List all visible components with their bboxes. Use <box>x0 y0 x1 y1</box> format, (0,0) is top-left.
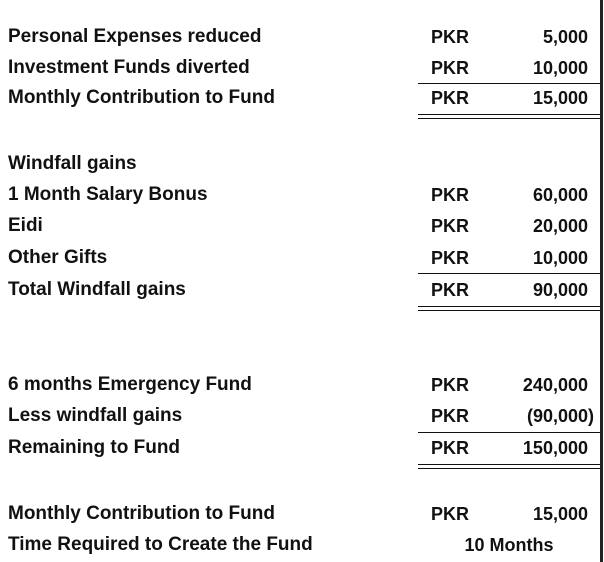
row-amount: 10,000 <box>532 248 588 268</box>
row-currency: PKR <box>431 280 470 300</box>
row-currency: PKR <box>431 504 470 524</box>
row-currency: PKR <box>431 88 470 108</box>
row-monthly-contribution <box>0 84 600 112</box>
total-double-rule <box>418 464 600 469</box>
row-currency: PKR <box>431 216 470 236</box>
row-amount: 150,000 <box>522 438 588 458</box>
row-value: 10 Months <box>464 535 554 555</box>
row-amount: 90,000 <box>532 280 588 300</box>
row-amount: 15,000 <box>532 504 588 524</box>
row-investment-funds <box>0 54 600 82</box>
row-salary-bonus <box>0 181 600 209</box>
row-label: Other Gifts <box>8 247 108 268</box>
row-label: 6 months Emergency Fund <box>8 374 252 395</box>
row-currency: PKR <box>431 27 470 47</box>
row-currency: PKR <box>431 406 470 426</box>
row-time-required <box>0 531 600 559</box>
row-label: 1 Month Salary Bonus <box>8 184 208 205</box>
row-label: Personal Expenses reduced <box>8 26 262 47</box>
row-amount: 240,000 <box>522 375 588 395</box>
row-label: Remaining to Fund <box>8 437 181 458</box>
total-double-rule <box>418 114 600 119</box>
row-total-windfall <box>0 276 600 304</box>
section-header: Windfall gains <box>8 153 137 174</box>
row-amount: 20,000 <box>532 216 588 236</box>
row-currency: PKR <box>431 58 470 78</box>
subtotal-rule <box>418 432 600 433</box>
row-currency: PKR <box>431 375 470 395</box>
row-label: Investment Funds diverted <box>8 57 250 78</box>
row-personal-expenses <box>0 23 600 51</box>
section-header-windfall <box>0 150 600 178</box>
row-label: Less windfall gains <box>8 405 183 426</box>
total-double-rule <box>418 306 600 311</box>
row-label: Eidi <box>8 215 43 236</box>
row-currency: PKR <box>431 248 470 268</box>
row-label: Time Required to Create the Fund <box>8 534 313 555</box>
row-amount: (90,000) <box>526 406 594 426</box>
row-emergency-fund <box>0 371 600 399</box>
row-amount: 60,000 <box>532 185 588 205</box>
row-label: Monthly Contribution to Fund <box>8 87 275 108</box>
row-label: Monthly Contribution to Fund <box>8 503 275 524</box>
row-other-gifts <box>0 244 600 272</box>
row-remaining-to-fund <box>0 434 600 462</box>
row-amount: 5,000 <box>542 27 588 47</box>
row-currency: PKR <box>431 185 470 205</box>
row-label: Total Windfall gains <box>8 279 186 300</box>
row-amount: 15,000 <box>532 88 588 108</box>
row-less-windfall <box>0 402 600 430</box>
subtotal-rule <box>418 273 600 274</box>
row-monthly-contribution-2 <box>0 500 600 528</box>
row-amount: 10,000 <box>532 58 588 78</box>
row-currency: PKR <box>431 438 470 458</box>
row-eidi <box>0 212 600 240</box>
